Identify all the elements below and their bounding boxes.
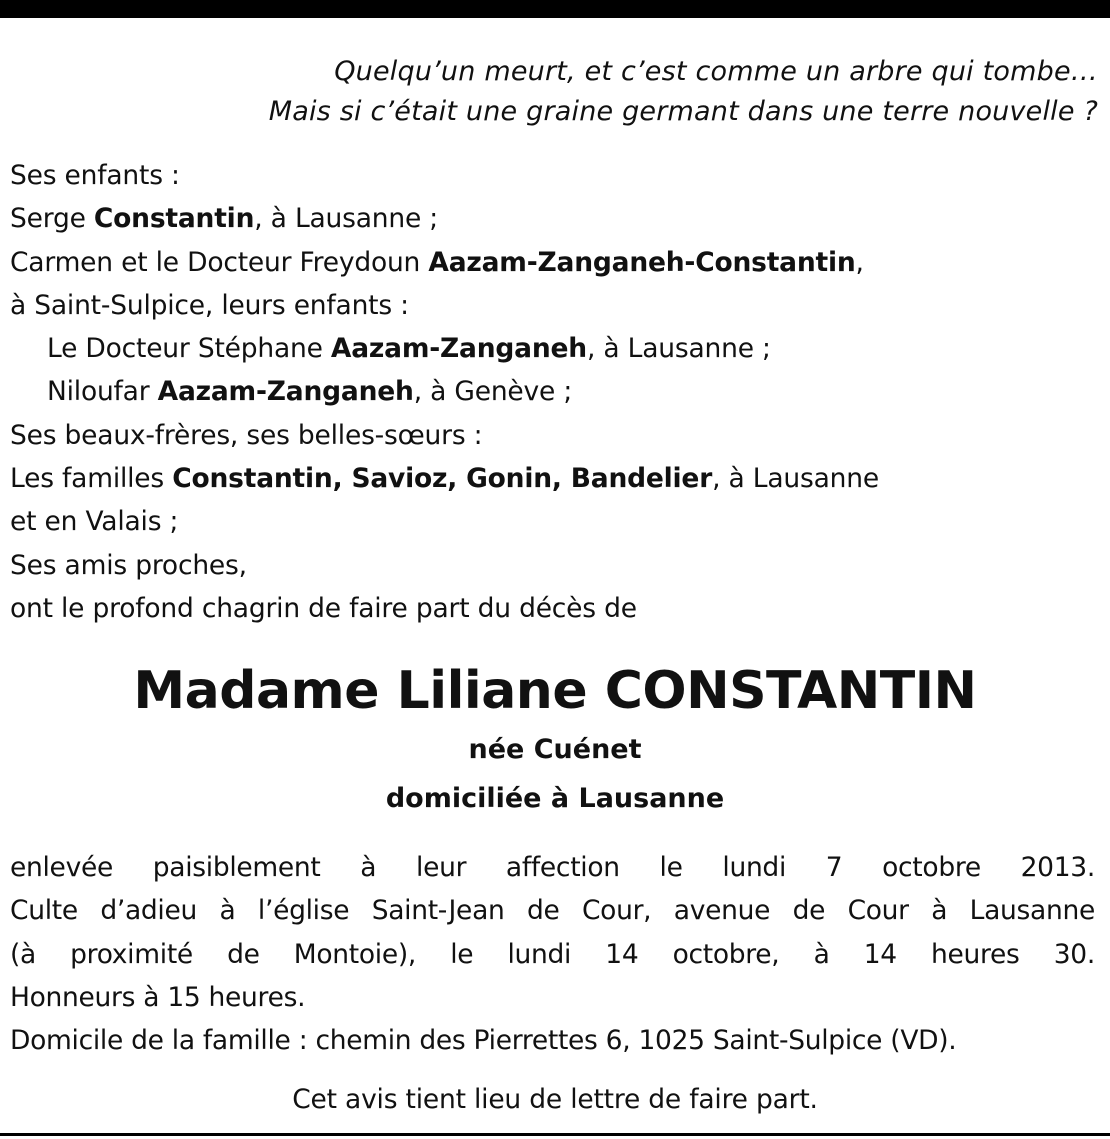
family-line-serge bbox=[10, 197, 879, 240]
details-line-4: Honneurs à 15 heures. bbox=[10, 981, 306, 1013]
family-line-niloufar bbox=[10, 370, 879, 413]
place: , à Lausanne bbox=[712, 463, 879, 495]
family-list bbox=[10, 154, 879, 630]
surname: Aazam-Zanganeh-Constantin bbox=[428, 246, 856, 278]
family-line-stephane bbox=[10, 327, 879, 370]
details-line-3: (à proximité de Montoie), le lundi 14 octobre, à 14 heures 30. bbox=[10, 938, 1095, 970]
surname: Aazam-Zanganeh bbox=[157, 376, 414, 408]
footer-note: Cet avis tient lieu de lettre de faire part. bbox=[292, 1084, 818, 1115]
surnames: Constantin, Savioz, Gonin, Bandelier bbox=[172, 463, 713, 495]
given-name: Serge bbox=[10, 203, 94, 235]
family-line-families bbox=[10, 457, 879, 500]
details-line-1: enlevée paisiblement à leur affection le lundi 7 octobre 2013. bbox=[10, 852, 1095, 883]
top-rule bbox=[0, 0, 1110, 18]
family-line-carmen bbox=[10, 241, 879, 284]
place: , à Genève ; bbox=[413, 376, 573, 408]
surname: Aazam-Zanganeh bbox=[330, 333, 587, 365]
epigraph bbox=[269, 52, 1098, 132]
punctuation: , bbox=[855, 246, 864, 278]
details-line-2: Culte d’adieu à l’église Saint-Jean de Cour, avenue de Cour à Lausanne bbox=[10, 895, 1095, 927]
inlaws-heading: Ses beaux-frères, ses belles-sœurs : bbox=[10, 419, 483, 451]
prefix: Les familles bbox=[10, 463, 173, 495]
family-line-friends: Ses amis proches, bbox=[10, 549, 247, 581]
funeral-details bbox=[10, 846, 1095, 1062]
deceased-name: Madame Liliane CONSTANTIN bbox=[133, 661, 977, 721]
family-line-carmen-place: à Saint-Sulpice, leurs enfants : bbox=[10, 289, 409, 321]
given-name: Carmen et le Docteur Freydoun bbox=[10, 246, 429, 278]
given-name: Le Docteur Stéphane bbox=[47, 333, 331, 365]
children-heading: Ses enfants : bbox=[10, 160, 180, 191]
surname: Constantin bbox=[93, 203, 255, 235]
deceased-domicile: domiciliée à Lausanne bbox=[385, 783, 725, 814]
maiden-name: née Cuénet bbox=[468, 734, 642, 765]
place: , à Lausanne ; bbox=[254, 203, 439, 235]
announcement-line: ont le profond chagrin de faire part du décès de bbox=[10, 592, 637, 624]
bottom-rule bbox=[0, 1133, 1110, 1136]
epigraph-line-2: Mais si c’était une graine germant dans une terre nouvelle ? bbox=[268, 96, 1098, 127]
given-name: Niloufar bbox=[47, 376, 158, 408]
family-line-families-cont: et en Valais ; bbox=[10, 506, 179, 538]
details-line-5: Domicile de la famille : chemin des Pierrettes 6, 1025 Saint-Sulpice (VD). bbox=[10, 1025, 957, 1057]
epigraph-line-1: Quelqu’un meurt, et c’est comme un arbre qui tombe… bbox=[334, 56, 1098, 87]
place: , à Lausanne ; bbox=[586, 333, 771, 365]
